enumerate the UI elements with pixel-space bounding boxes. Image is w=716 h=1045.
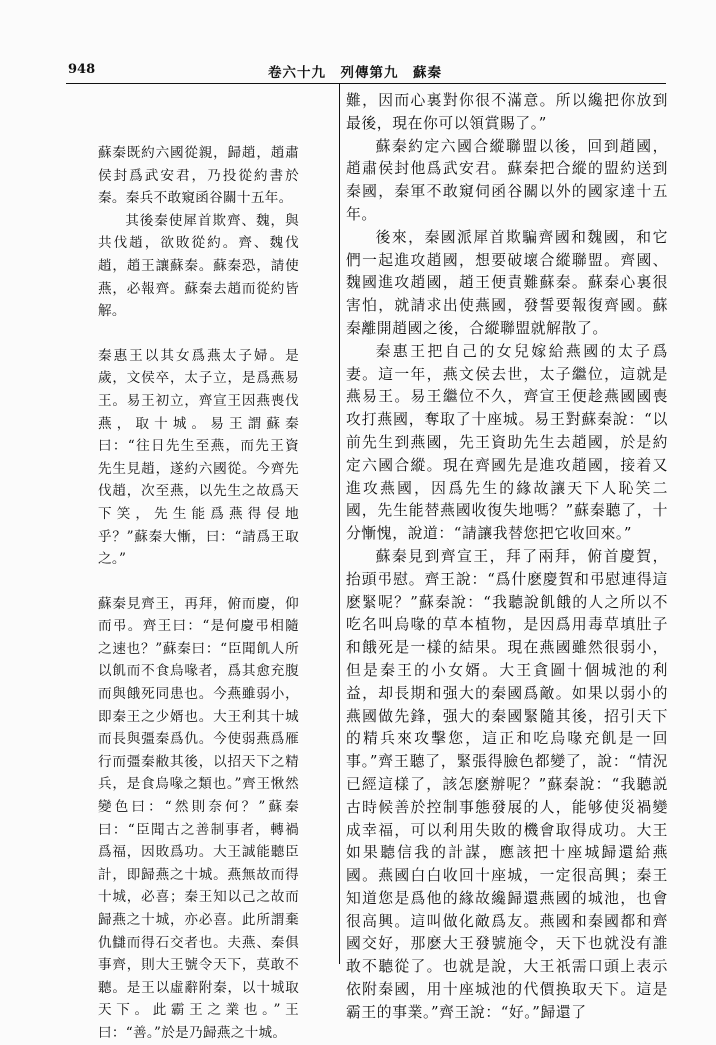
translation-paragraph: 難，因而心裏對你很不滿意。所以纔把你放到最後，現在你可以領賞賜了。” [346, 92, 668, 132]
translation-paragraph: 秦惠王把自己的女兒嫁給燕國的太子爲妻。這一年，燕文侯去世，太子繼位，這就是燕易王。易王繼位不久，齊宣王便趁燕國國喪攻打燕國，奪取了十座城。易王對蘇秦說：“以前先生到燕國，先王資助先生去趙國，於是約定六國合縱。現在齊國先是進攻趙國，接着又進攻燕國，因爲先生的緣故讓天下人恥笑二國，先生能替燕國收復失地嗎？”蘇秦聽了，十分慚愧，說道：“請讓我替您把它收回來。” [346, 342, 668, 543]
classical-paragraph: 蘇秦既約六國從親，歸趙，趙肅侯封爲武安君，乃投從約書於秦。秦兵不敢窺函谷關十五年。 [98, 145, 299, 207]
classical-paragraph: 蘇秦見齊王，再拜，俯而慶，仰而弔。齊王曰：“是何慶弔相隨之速也？”蘇秦曰：“臣聞飢人所以飢而不食烏喙者，爲其愈充腹而與餓死同患也。今燕雖弱小，即秦王之少婿也。大王利其十城而長與彊秦爲仇。今使弱燕爲雁行而彊秦敝其後，以招天下之精兵，是食烏喙之類也。”齊王愀然變色曰：“然則奈何？”蘇秦曰：“臣聞古之善制事者，轉禍爲福，因敗爲功。大王誠能聽臣計，即歸燕之十城。燕無故而得十城，必喜；秦王知以己之故而歸燕之十城，亦必喜。此所謂棄仇讎而得石交者也。夫燕、秦俱事齊，則大王號令天下，莫敢不聽。是王以虛辭附秦，以十城取天下。此霸王之業也。”王曰：“善。”於是乃歸燕之十城。 [98, 595, 299, 1041]
page-header [0, 0, 716, 84]
translation-paragraph: 後來，秦國派犀首欺騙齊國和魏國，和它們一起進攻趙國，想要破壞合縱聯盟。齊國、魏國進攻趙國，趙王便責難蘇秦。蘇秦心裏很害怕，就請求出使燕國，發誓要報復齊國。蘇秦離開趙國之後，合縱聯盟就解散了。 [346, 228, 668, 337]
page-number: 948 [68, 62, 96, 77]
translation-paragraph: 蘇秦見到齊宣王，拜了兩拜，俯首慶賀，抬頭弔慰。齊王說：“爲什麽慶賀和弔慰連得這麽緊呢？”蘇秦說：“我聽說飢餓的人之所以不吃名叫烏喙的草本植物，是因爲用毒草填肚子和餓死是一樣的結果。現在燕國雖然很弱小，但是秦王的小女婿。大王貪圖十個城池的利益，却長期和强大的秦國爲敵。如果以弱小的燕國做先鋒，强大的秦國緊隨其後，招引天下的精兵來攻擊您，這正和吃烏喙充飢是一回事。”齊王聽了，緊張得臉色都變了，說：“情況已經這樣了，該怎麽辦呢？”蘇秦說：“我聽説古時候善於控制事態發展的人，能够使災禍變成幸福，可以利用失敗的機會取得成功。大王如果聽信我的計謀，應該把十座城歸還給燕國。燕國白白收回十座城，一定很高興；秦王知道您是爲他的緣故纔歸還燕國的城池，也會很高興。這叫做化敵爲友。燕國和秦國都和齊國交好，那麽大王發號施令，天下也就没有誰敢不聽從了。也就是說，大王祇需口頭上表示依附秦國，用十座城池的代價换取天下。這是霸王的事業。”齊王說：“好。”歸還了 [346, 547, 668, 1021]
translation-paragraph: 蘇秦約定六國合縱聯盟以後，回到趙國，趙肅侯封他爲武安君。蘇秦把合縱的盟約送到秦國，秦軍不敢窺伺函谷關以外的國家達十五年。 [346, 137, 668, 223]
header-rule [66, 83, 666, 84]
column-divider [339, 84, 340, 964]
classical-paragraph: 其後秦使犀首欺齊、魏，與共伐趙，欲敗從約。齊、魏伐趙，趙王讓蘇秦。蘇秦恐，請使燕，必報齊。蘇秦去趙而從約皆解。 [98, 212, 299, 320]
translation-column [346, 90, 668, 1025]
running-title: 卷六十九 列傳第九 蘇秦 [268, 65, 442, 81]
classical-text-column [98, 142, 299, 1045]
classical-paragraph: 秦惠王以其女爲燕太子婦。是歲，文侯卒，太子立，是爲燕易王。易王初立，齊宣王因燕喪伐燕，取十城。易王謂蘇秦曰：“往日先生至燕，而先王資先生見趙，遂約六國從。今齊先伐趙，次至燕，以先生之故爲天下笑，先生能爲燕得侵地乎？”蘇秦大慚，曰：“請爲王取之。” [98, 347, 299, 568]
